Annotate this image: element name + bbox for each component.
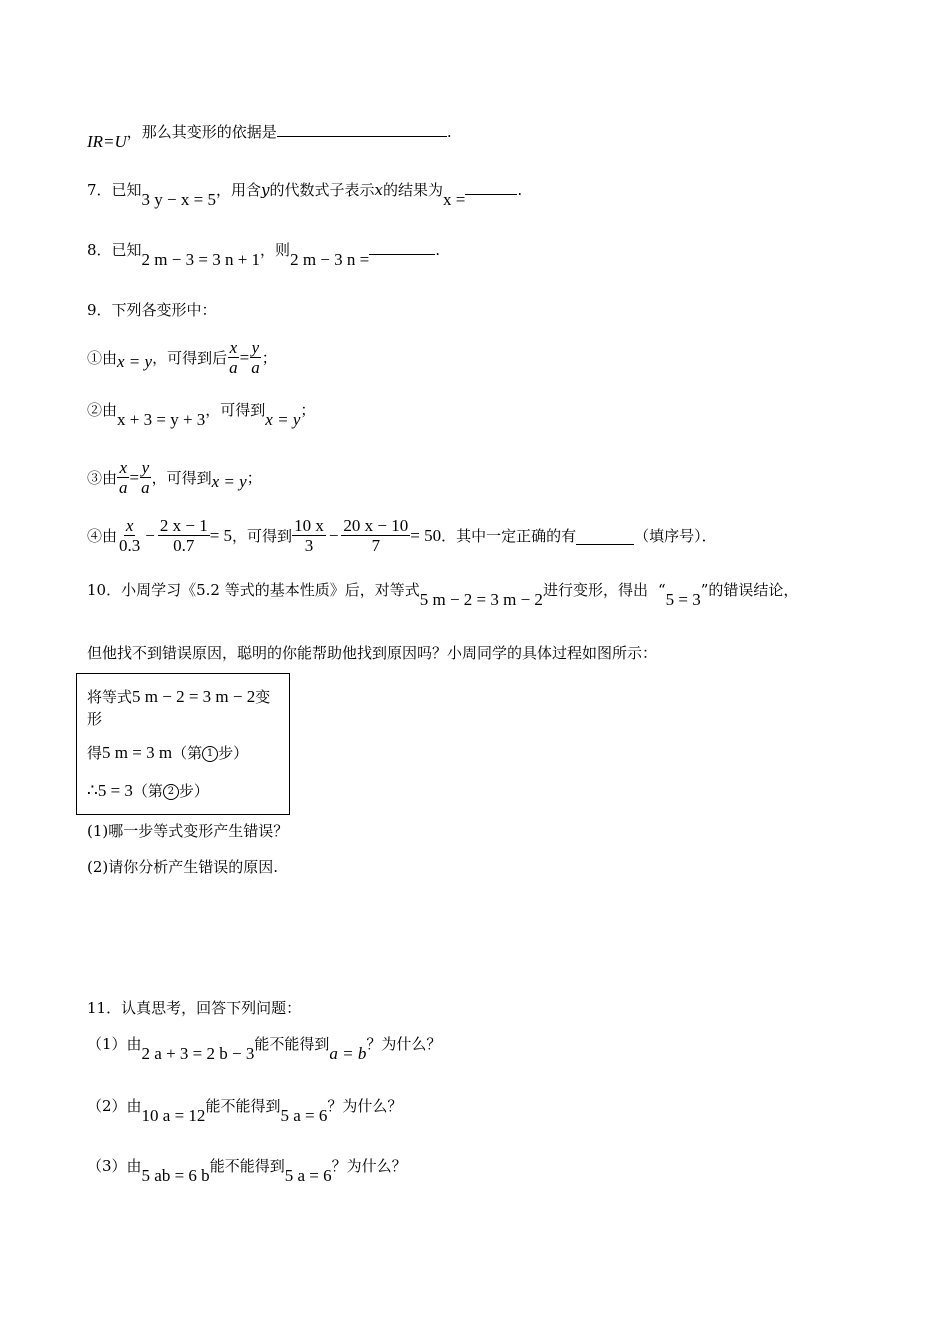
q11-part-2-eq: 10 a = 12 bbox=[141, 1106, 206, 1125]
q9-item-4-frac-1: $\frac{x}{0.3}$ bbox=[119, 516, 141, 555]
q11-part-3: （3）由5 ab = 6 b能不能得到5 a = 6？为什么？ bbox=[87, 1157, 407, 1185]
q9-item-4-rhs: = 5 bbox=[209, 525, 233, 545]
q9-item-2 bbox=[87, 400, 316, 429]
q10-process-box bbox=[76, 673, 290, 815]
q9-item-3-end: ； bbox=[246, 469, 262, 487]
q10-line-2: 但他找不到错误原因，聪明的你能帮助他找到原因吗？小周同学的具体过程如图所示： bbox=[87, 644, 658, 662]
q11-part-1: （1）由2 a + 3 = 2 b − 3能不能得到a = b？为什么？ bbox=[87, 1035, 442, 1063]
q11-title: 11．认真思考，回答下列问题： bbox=[87, 999, 302, 1017]
q9-item-3-mark: ③由 bbox=[87, 469, 118, 487]
q10-sub-2: (2)请你分析产生错误的原因. bbox=[87, 858, 279, 876]
q9-item-1 bbox=[87, 338, 277, 377]
q10-left-quote: “ bbox=[657, 581, 666, 599]
q11-part-3-result: 5 a = 6 bbox=[284, 1166, 332, 1185]
q9-item-3-equals: = bbox=[129, 467, 140, 487]
q9-item-1-equals: = bbox=[239, 347, 250, 367]
box-line-1: 将等式5 m − 2 = 3 m − 2变 bbox=[87, 687, 271, 706]
box-line-2: 形 bbox=[87, 710, 103, 728]
q9-item-3-frac-2: $\frac{y}{a}$ bbox=[141, 458, 150, 497]
circled-2: 2 bbox=[163, 784, 179, 800]
q8-line bbox=[87, 240, 440, 269]
q9-item-4-frac-4: $\frac{20 x - 10}{7}$ bbox=[343, 516, 409, 555]
q9-item-3 bbox=[87, 458, 262, 497]
q7-text2: 的代数式子表示 bbox=[269, 181, 375, 199]
box-step-2-eq: ∴5 = 3 bbox=[87, 781, 133, 800]
q10-sub-1: (1)哪一步等式变形产生错误？ bbox=[87, 822, 289, 840]
q7-answer-lhs: x = bbox=[442, 190, 466, 209]
q7-text1: ，用含 bbox=[215, 181, 261, 199]
q9-item-4-frac-2: $\frac{2 x - 1}{0.7}$ bbox=[159, 516, 208, 555]
box-equation: 5 m − 2 = 3 m − 2 bbox=[132, 687, 256, 706]
box-step-1: 得5 m = 3 m（第 1 步） bbox=[87, 743, 249, 762]
q7-end: . bbox=[517, 181, 523, 199]
q9-item-1-mid: ，可得到后 bbox=[152, 349, 228, 367]
q9-item-4-minus: − bbox=[145, 525, 155, 545]
q9-item-1-eq: x = y bbox=[117, 351, 153, 371]
q9-item-2-end: ； bbox=[300, 401, 316, 419]
q7-var-x: x bbox=[374, 181, 383, 199]
q11-part-1-result: a = b bbox=[329, 1044, 367, 1063]
q9-item-4-mark: ④由 bbox=[87, 527, 118, 545]
q10-text-3: 的错误结论， bbox=[708, 581, 799, 599]
q9-item-4-tail: ．其中一定正确的有 bbox=[441, 527, 577, 545]
q7-var-y: y bbox=[261, 181, 270, 199]
q9-item-2-mid: ，可得到 bbox=[205, 401, 266, 419]
q7-line bbox=[87, 180, 523, 209]
q10-text-1: 10．小周学习《5.2 等式的基本性质》后，对等式 bbox=[87, 581, 420, 599]
q6-line bbox=[87, 122, 452, 151]
q9-item-4-minus-2: − bbox=[328, 525, 339, 545]
q8-text: ，则 bbox=[260, 241, 291, 259]
q9-item-4 bbox=[87, 516, 717, 555]
q9-item-1-mark: ①由 bbox=[87, 349, 118, 367]
q9-item-2-result: x = y bbox=[265, 410, 301, 429]
q9-item-4-end: （填序号）． bbox=[634, 527, 717, 545]
q11-part-2: （2）由10 a = 12能不能得到5 a = 6？为什么？ bbox=[87, 1097, 403, 1125]
q9-title: 9．下列各变形中： bbox=[87, 301, 217, 319]
q7-equation: 3 y − x = 5 bbox=[141, 190, 216, 209]
q9-item-2-mark: ②由 bbox=[87, 401, 118, 419]
q8-answer-blank[interactable] bbox=[369, 240, 435, 255]
q6-answer-blank[interactable] bbox=[277, 122, 447, 137]
box-step-1-eq: 5 m = 3 m bbox=[102, 743, 173, 762]
q7-number: 7．已知 bbox=[87, 181, 142, 199]
q10-text-2: 进行变形，得出 bbox=[542, 581, 648, 599]
q8-end: . bbox=[435, 241, 440, 259]
q8-equation: 2 m − 3 = 3 n + 1 bbox=[141, 250, 261, 269]
q9-item-3-frac-1: $\frac{x}{a}$ bbox=[119, 458, 128, 497]
q7-answer-blank[interactable] bbox=[465, 180, 517, 195]
q6-end: . bbox=[446, 123, 452, 141]
q7-text3: 的结果为 bbox=[382, 181, 443, 199]
q11-part-3-eq: 5 ab = 6 b bbox=[141, 1166, 210, 1185]
q11-part-1-eq: 2 a + 3 = 2 b − 3 bbox=[141, 1044, 255, 1063]
q9-item-3-mid: ，可得到 bbox=[151, 469, 212, 487]
q9-item-4-rhs-2: = 50 bbox=[410, 525, 442, 545]
q9-item-1-frac-1: $\frac{x}{a}$ bbox=[229, 338, 238, 377]
q9-item-2-eq: x + 3 = y + 3 bbox=[117, 410, 206, 429]
q11-part-2-result: 5 a = 6 bbox=[280, 1106, 328, 1125]
q9-item-1-end: ； bbox=[261, 349, 277, 367]
q8-expression: 2 m − 3 n = bbox=[290, 250, 370, 269]
q6-text: ，那么其变形的依据是 bbox=[126, 123, 277, 141]
q9-answer-blank[interactable] bbox=[576, 526, 634, 545]
circled-1: 1 bbox=[202, 746, 218, 762]
q8-number: 8．已知 bbox=[87, 241, 142, 259]
q10-wrong-result: 5 = 3 bbox=[665, 590, 701, 609]
q10-line-1 bbox=[87, 580, 799, 609]
q9-item-1-frac-2: $\frac{y}{a}$ bbox=[251, 338, 260, 377]
q9-item-4-frac-3: $\frac{10 x}{3}$ bbox=[294, 516, 324, 555]
q6-equation: IR=U bbox=[87, 132, 127, 151]
q9-item-3-result: x = y bbox=[211, 471, 247, 491]
q10-equation: 5 m − 2 = 3 m − 2 bbox=[419, 590, 543, 609]
q10-right-quote: ” bbox=[700, 581, 709, 599]
q9-item-4-mid: ，可得到 bbox=[232, 527, 293, 545]
box-step-2: ∴5 = 3（第 2 步） bbox=[87, 781, 209, 800]
